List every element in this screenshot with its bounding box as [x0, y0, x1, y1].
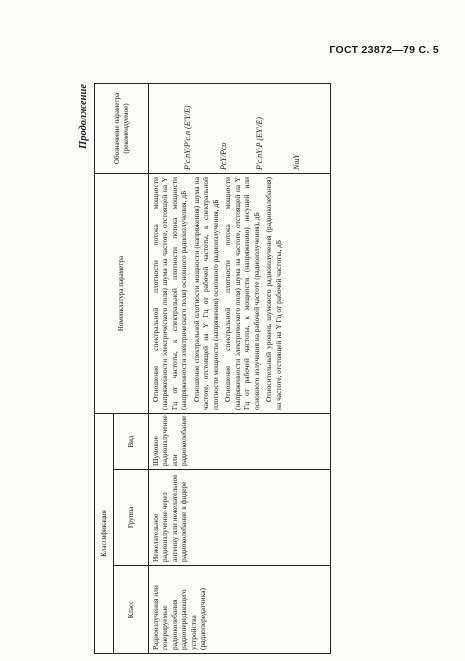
classification-header: Классификация — [95, 414, 114, 654]
designation-header: Обозначение параметра (рекомендуемое) — [95, 84, 149, 174]
rotated-table-area — [80, 84, 396, 654]
group-header: Группа — [114, 470, 149, 566]
param-text-1: Отношение спектральной плотности потока мощности (напряженности электрического поля) шума на частоте, отстоящей на Y Гц от частоты, к спектральной плотности потока мощности (напряженности электрического поля) основного радиоизлучения, дБ — [151, 177, 189, 410]
page-header: ГОСТ 23872—79 С. 5 — [329, 44, 439, 56]
kind-cell: Шумовое радиоизлучение или радиоколебание — [149, 414, 331, 470]
kind-header: Вид — [114, 414, 149, 470]
param-text-4: Относительный уровень шумового радиоизлучения (радиоколебания) на частоте, отстоящей на Y Гц от рабочей частоты, дБ — [264, 177, 283, 410]
symbol-4: NшY — [291, 154, 301, 170]
continuation-label: Продолжение — [78, 84, 89, 149]
parameters-table — [94, 83, 331, 654]
symbol-2: PсY/Pсо — [219, 142, 229, 170]
rotated-content — [80, 84, 396, 654]
param-text-2: Отношение спектральной плотности мощности (напряжения) шума на частоте, отстоящей на Y Гц от рабочей частоты, к спектральной плотности мощности (напряжения) основного радиоизлучения, дБ — [191, 177, 220, 410]
class-cell: Радиоизлучения или генерируемые радиоколебания радиопередающего устройства (радиопередатчика) — [149, 566, 331, 654]
symbol-1: P′с.пY/P′с.п (E′Y/E) — [183, 105, 192, 170]
group-cell: Нежелательное радиоизлучение через антенну или нежелательное радиоколебание в фидере — [149, 470, 331, 566]
class-header: Класс — [114, 566, 149, 654]
nomenclature-header: Номенклатура параметра — [95, 174, 149, 414]
header-row-1 — [95, 84, 114, 654]
nomenclature-cell — [149, 174, 331, 414]
table-row — [149, 84, 331, 654]
symbol-3: P′с.пY·P (EY′/E) — [255, 117, 265, 170]
designation-cell — [149, 84, 331, 174]
param-text-3: Отношение спектральной плотности потока мощности (напряженности электрического поля) шума на частоте, отстоящей на Y Гц от рабочей частоты, к мощности (напряжению) несущей или основного излучения на рабочей частоте (радиоизлучения), дБ — [223, 177, 261, 410]
